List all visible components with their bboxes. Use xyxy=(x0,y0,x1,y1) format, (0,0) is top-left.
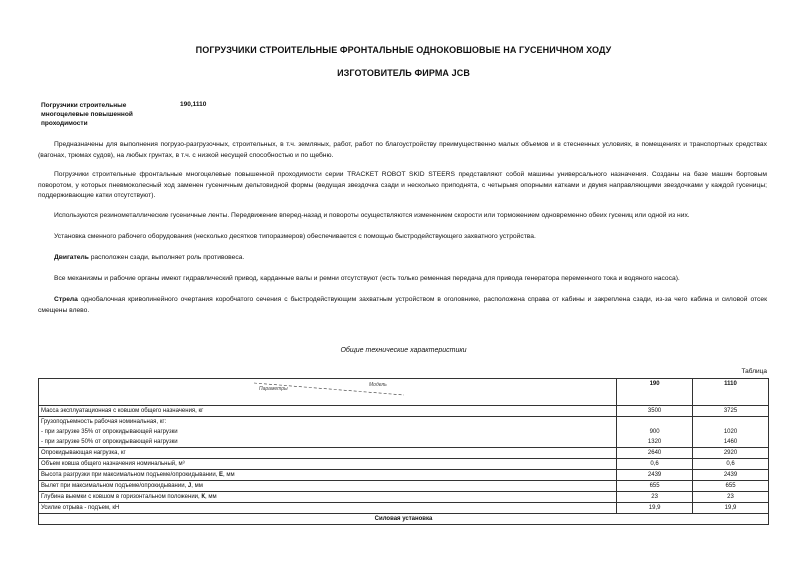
row-parameter: Масса эксплуатационная с ковшом общего назначения, кг xyxy=(39,406,617,417)
row-value-190: 19,9 xyxy=(617,503,693,514)
row-parameter: - при загрузке 50% от опрокидывающей нагрузки xyxy=(39,437,617,448)
paragraph-description: Погрузчики строительные фронтальные многоцелевые повышенной проходимости серии TRACKET ROBOT SKID STEERS представляют собой машины универсального назначения. Созданы на базе машин бортовым поворотом, у которых пневмоколесный ход заменен гусеничным дельтовидной формы (ведущая звездочка сзади и несколько приподнята, с четырьмя опорными катками и двумя направляющими звездочками у каждой гусеницы; поддерживающие катки отсутствуют). xyxy=(38,171,767,200)
row-parameter: Глубина выемки с ковшом в горизонтальном положении, К, мм xyxy=(39,492,617,503)
table-row xyxy=(39,459,769,470)
product-category-label: Погрузчики строительные многоцелевые повышенной проходимости xyxy=(41,102,133,127)
section-row xyxy=(39,514,769,525)
row-parameter: Вылет при максимальном подъеме/опрокидывании, J, мм xyxy=(39,481,617,492)
paragraph-engine xyxy=(38,253,767,264)
header-model-190: 190 xyxy=(617,379,693,406)
table-row xyxy=(39,492,769,503)
row-value-1110: 2920 xyxy=(693,448,769,459)
table-caption: Общие технические характеристики xyxy=(340,347,467,354)
table-row xyxy=(39,481,769,492)
spec-table xyxy=(38,378,769,525)
row-parameter: Усилие отрыва - подъем, кН xyxy=(39,503,617,514)
boom-text: однобалочная криволинейного очертания коробчатого сечения с быстродействующим захватным устройством в оголовнике, расположена справа от кабины и закреплена сзади, из-за чего кабина и силовой отсек смещены влево. xyxy=(38,296,767,314)
row-value-1110: 1460 xyxy=(693,437,769,448)
document-title: ПОГРУЗЧИКИ СТРОИТЕЛЬНЫЕ ФРОНТАЛЬНЫЕ ОДНОКОВШОВЫЕ НА ГУСЕНИЧНОМ ХОДУ xyxy=(195,45,612,55)
row-value-190: 1320 xyxy=(617,437,693,448)
header-model-1110: 1110 xyxy=(693,379,769,406)
row-value-1110: 2439 xyxy=(693,470,769,481)
header-model-label: Модель xyxy=(369,382,387,388)
row-value-190: 3500 xyxy=(617,406,693,417)
row-value-1110: 23 xyxy=(693,492,769,503)
row-value-1110: 0,6 xyxy=(693,459,769,470)
table-row xyxy=(39,448,769,459)
boom-term: Стрела xyxy=(54,296,78,303)
table-row xyxy=(39,427,769,437)
row-value-190: 655 xyxy=(617,481,693,492)
row-value-190: 900 xyxy=(617,427,693,437)
paragraph-attachments: Установка сменного рабочего оборудования (несколько десятков типоразмеров) обеспечивается с помощью быстродействующего захватного устройства. xyxy=(54,233,536,240)
engine-text: расположен сзади, выполняет роль противовеса. xyxy=(88,254,245,261)
product-models: 190,1110 xyxy=(180,101,207,108)
row-value-1110: 655 xyxy=(693,481,769,492)
table-row xyxy=(39,417,769,428)
table-header-row xyxy=(39,379,769,406)
table-row xyxy=(39,470,769,481)
row-parameter: Грузоподъемность рабочая номинальная, кг: xyxy=(39,417,617,428)
row-value-190: 0,6 xyxy=(617,459,693,470)
row-parameter: Высота разгрузки при максимальном подъеме/опрокидывании, Е, мм xyxy=(39,470,617,481)
row-value-190: 23 xyxy=(617,492,693,503)
table-row xyxy=(39,503,769,514)
table-row xyxy=(39,437,769,448)
paragraph-boom xyxy=(38,295,767,316)
row-value-190: 2439 xyxy=(617,470,693,481)
row-parameter: - при загрузке 35% от опрокидывающей нагрузки xyxy=(39,427,617,437)
table-label: Таблица xyxy=(741,368,767,375)
row-value-190 xyxy=(617,417,693,428)
paragraph-purpose: Предназначены для выполнения погрузо-разгрузочных, строительных, в т.ч. земляных, работ, работ по благоустройству преимущественно малых объемов и в стесненных условиях, в помещениях и транспортных средствах (вагонах, трюмах судов), на любых грунтах, в т.ч. с низкой несущей способностью и по щебню. xyxy=(38,141,767,159)
header-param-label: Параметры xyxy=(259,386,288,392)
row-value-1110 xyxy=(693,417,769,428)
header-diagonal-cell xyxy=(39,379,617,406)
row-value-1110: 19,9 xyxy=(693,503,769,514)
row-parameter: Опрокидывающая нагрузка, кг xyxy=(39,448,617,459)
manufacturer-title: ИЗГОТОВИТЕЛЬ ФИРМА JCB xyxy=(337,68,470,78)
section-title: Силовая установка xyxy=(39,514,769,525)
paragraph-hydraulics: Все механизмы и рабочие органы имеют гидравлический привод, карданные валы и ремни отсутствуют (есть только ременная передача для привода генератора переменного тока и водяного насоса). xyxy=(54,275,680,282)
engine-term: Двигатель xyxy=(54,254,89,261)
row-value-1110: 1020 xyxy=(693,427,769,437)
paragraph-tracks: Используются резинометаллические гусеничные ленты. Передвижение вперед-назад и повороты осуществляются изменением скорости или торможением одновременно обеих гусениц или одной из них. xyxy=(54,212,690,219)
row-parameter: Объем ковша общего назначения номинальный, м³ xyxy=(39,459,617,470)
row-value-1110: 3725 xyxy=(693,406,769,417)
row-value-190: 2640 xyxy=(617,448,693,459)
table-row xyxy=(39,406,769,417)
